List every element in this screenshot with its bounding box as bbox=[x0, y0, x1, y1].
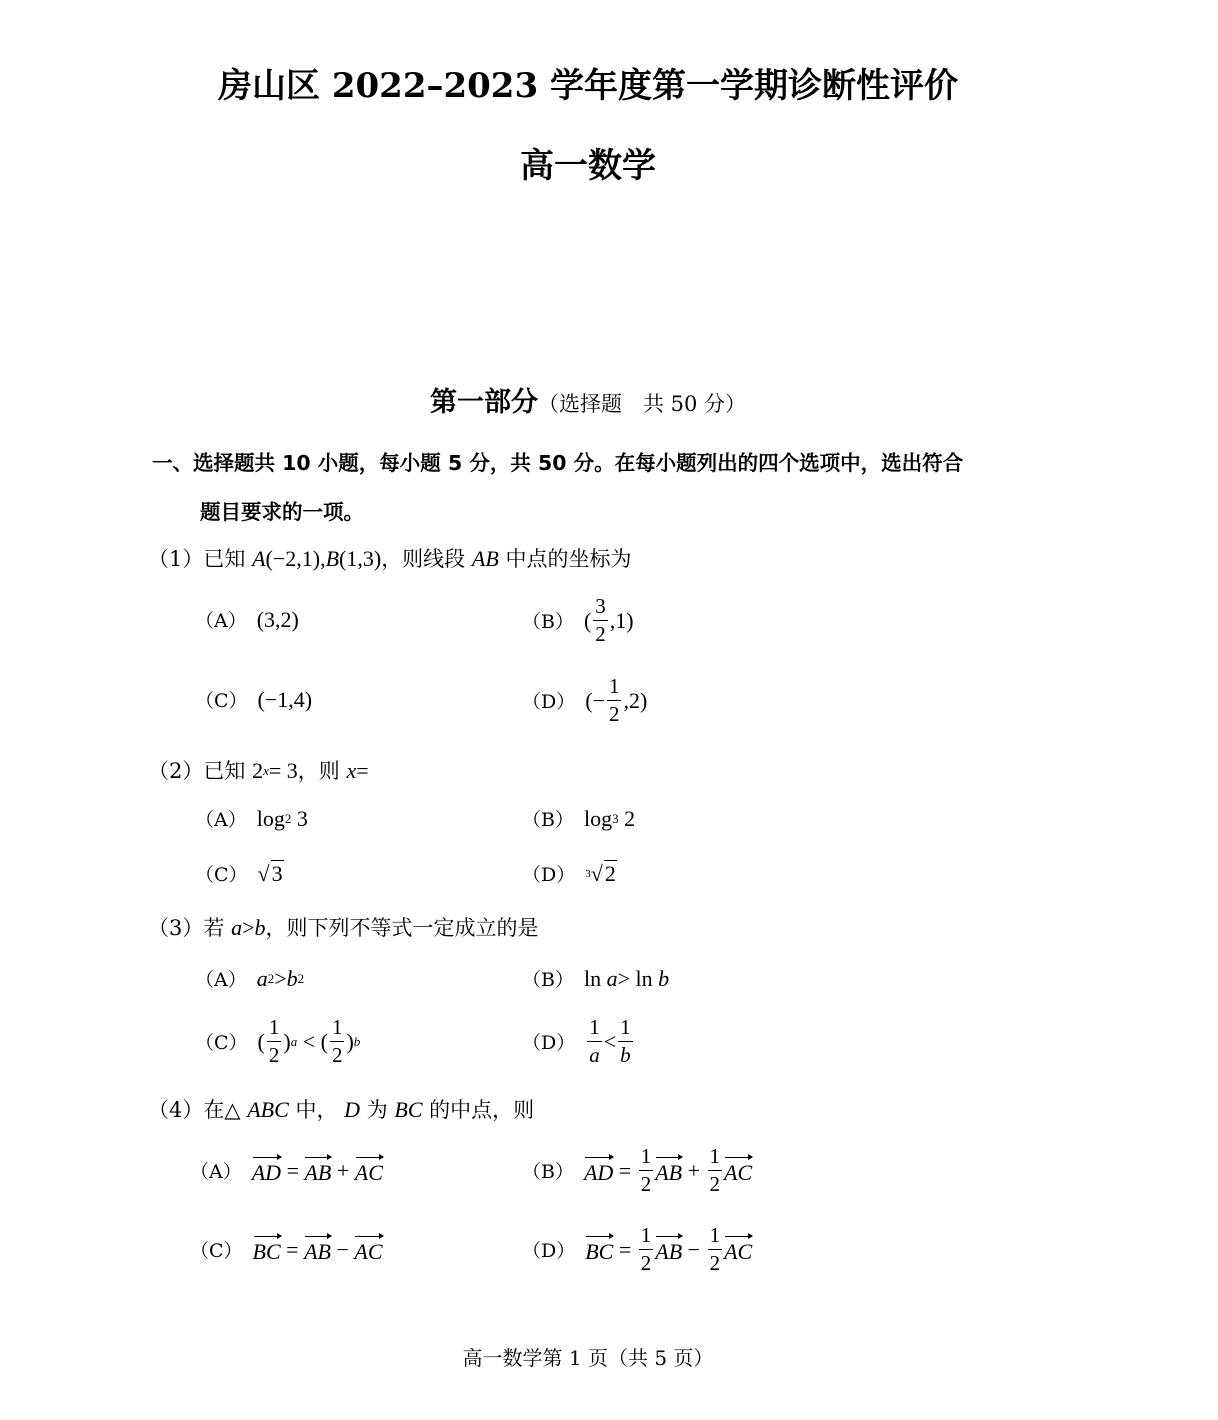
question-number: （1） bbox=[148, 547, 204, 571]
part-subtitle: （选择题 共 50 分） bbox=[537, 392, 747, 416]
subject-title: 高一数学 bbox=[520, 146, 656, 186]
option-label: （C） bbox=[195, 690, 248, 712]
q3-option-c[interactable] bbox=[195, 1017, 360, 1066]
option-label: （A） bbox=[195, 610, 247, 632]
option-label: （D） bbox=[522, 864, 576, 886]
q3-option-b[interactable] bbox=[522, 965, 669, 992]
option-math: ln a > ln b bbox=[583, 965, 670, 991]
question-number: （3） bbox=[148, 916, 204, 940]
option-math: BC = AB − AC bbox=[253, 1234, 383, 1265]
option-label: （B） bbox=[522, 809, 574, 831]
option-label: （A） bbox=[195, 809, 247, 831]
option-math: log 2 3 bbox=[256, 805, 308, 831]
option-label: （A） bbox=[190, 1161, 242, 1183]
option-math: (−1,4) bbox=[257, 686, 313, 712]
option-math: (− $\frac{1}{2}$ ,2) bbox=[585, 674, 648, 726]
option-label: （B） bbox=[522, 1161, 574, 1183]
option-math: (3,2) bbox=[256, 606, 299, 632]
q1-option-b[interactable] bbox=[522, 596, 634, 645]
question-stem: 已知 2 x = 3，则 x = bbox=[203, 758, 369, 783]
option-math: a 2 > b 2 bbox=[256, 965, 305, 991]
option-math: $\frac{1}{a}$ < $\frac{1}{b}$ bbox=[589, 1015, 631, 1067]
q4-option-a[interactable] bbox=[190, 1155, 383, 1186]
option-math: 3 √ 2 bbox=[585, 860, 616, 886]
option-math: ( $\frac{3}{2}$ ,1) bbox=[583, 594, 634, 646]
page-footer: 高一数学第 1 页（共 5 页） bbox=[462, 1346, 714, 1370]
section-instruction-line2: 题目要求的一项。 bbox=[200, 500, 364, 524]
q3-option-d[interactable] bbox=[522, 1017, 635, 1066]
exam-title: 房山区 2022–2023 学年度第一学期诊断性评价 bbox=[218, 66, 958, 106]
option-math: BC = $\frac{1}{2}$ AB − $\frac{1}{2}$ AC bbox=[585, 1223, 753, 1275]
q3-option-a[interactable] bbox=[195, 965, 304, 992]
question-number: （2） bbox=[148, 759, 204, 783]
option-math: √ 3 bbox=[257, 860, 283, 886]
question-number: （4） bbox=[148, 1098, 204, 1122]
q2-option-b[interactable] bbox=[522, 805, 635, 832]
q2-option-c[interactable] bbox=[195, 860, 284, 887]
question-2 bbox=[148, 755, 369, 785]
option-label: （B） bbox=[522, 611, 574, 633]
question-stem: 在△ ABC 中， D 为 BC 的中点，则 bbox=[203, 1097, 535, 1122]
q1-option-d[interactable] bbox=[522, 676, 647, 725]
option-math: AD = AB + AC bbox=[252, 1155, 383, 1186]
question-stem: 已知 A (−2,1), B (1,3)，则线段 AB 中点的坐标为 bbox=[203, 546, 632, 571]
option-label: （C） bbox=[190, 1240, 243, 1262]
q1-option-c[interactable] bbox=[195, 686, 312, 713]
part-title: 第一部分 bbox=[429, 387, 538, 418]
section-instruction-line1: 一、选择题共 10 小题，每小题 5 分，共 50 分。在每小题列出的四个选项中，选出符合 bbox=[152, 451, 964, 475]
question-1 bbox=[148, 543, 631, 573]
question-stem: 若 a > b ，则下列不等式一定成立的是 bbox=[203, 915, 539, 940]
option-label: （A） bbox=[195, 969, 247, 991]
option-label: （C） bbox=[195, 1032, 248, 1054]
question-3 bbox=[148, 912, 538, 942]
option-math: log 3 2 bbox=[583, 805, 636, 831]
option-label: （C） bbox=[195, 864, 248, 886]
option-label: （D） bbox=[522, 1032, 576, 1054]
option-label: （B） bbox=[522, 969, 574, 991]
part-heading bbox=[0, 380, 1176, 419]
q1-option-a[interactable] bbox=[195, 606, 299, 633]
q4-option-d[interactable] bbox=[522, 1225, 752, 1274]
question-4 bbox=[148, 1094, 534, 1124]
q2-option-a[interactable] bbox=[195, 805, 308, 832]
q4-option-c[interactable] bbox=[190, 1234, 383, 1265]
q2-option-d[interactable] bbox=[522, 860, 617, 887]
option-math: ( $\frac{1}{2}$ ) a < ( $\frac{1}{2}$ ) b bbox=[257, 1015, 361, 1067]
option-label: （D） bbox=[522, 691, 576, 713]
option-math: AD = $\frac{1}{2}$ AB + $\frac{1}{2}$ AC bbox=[583, 1144, 753, 1196]
option-label: （D） bbox=[522, 1240, 576, 1262]
q4-option-b[interactable] bbox=[522, 1146, 752, 1195]
